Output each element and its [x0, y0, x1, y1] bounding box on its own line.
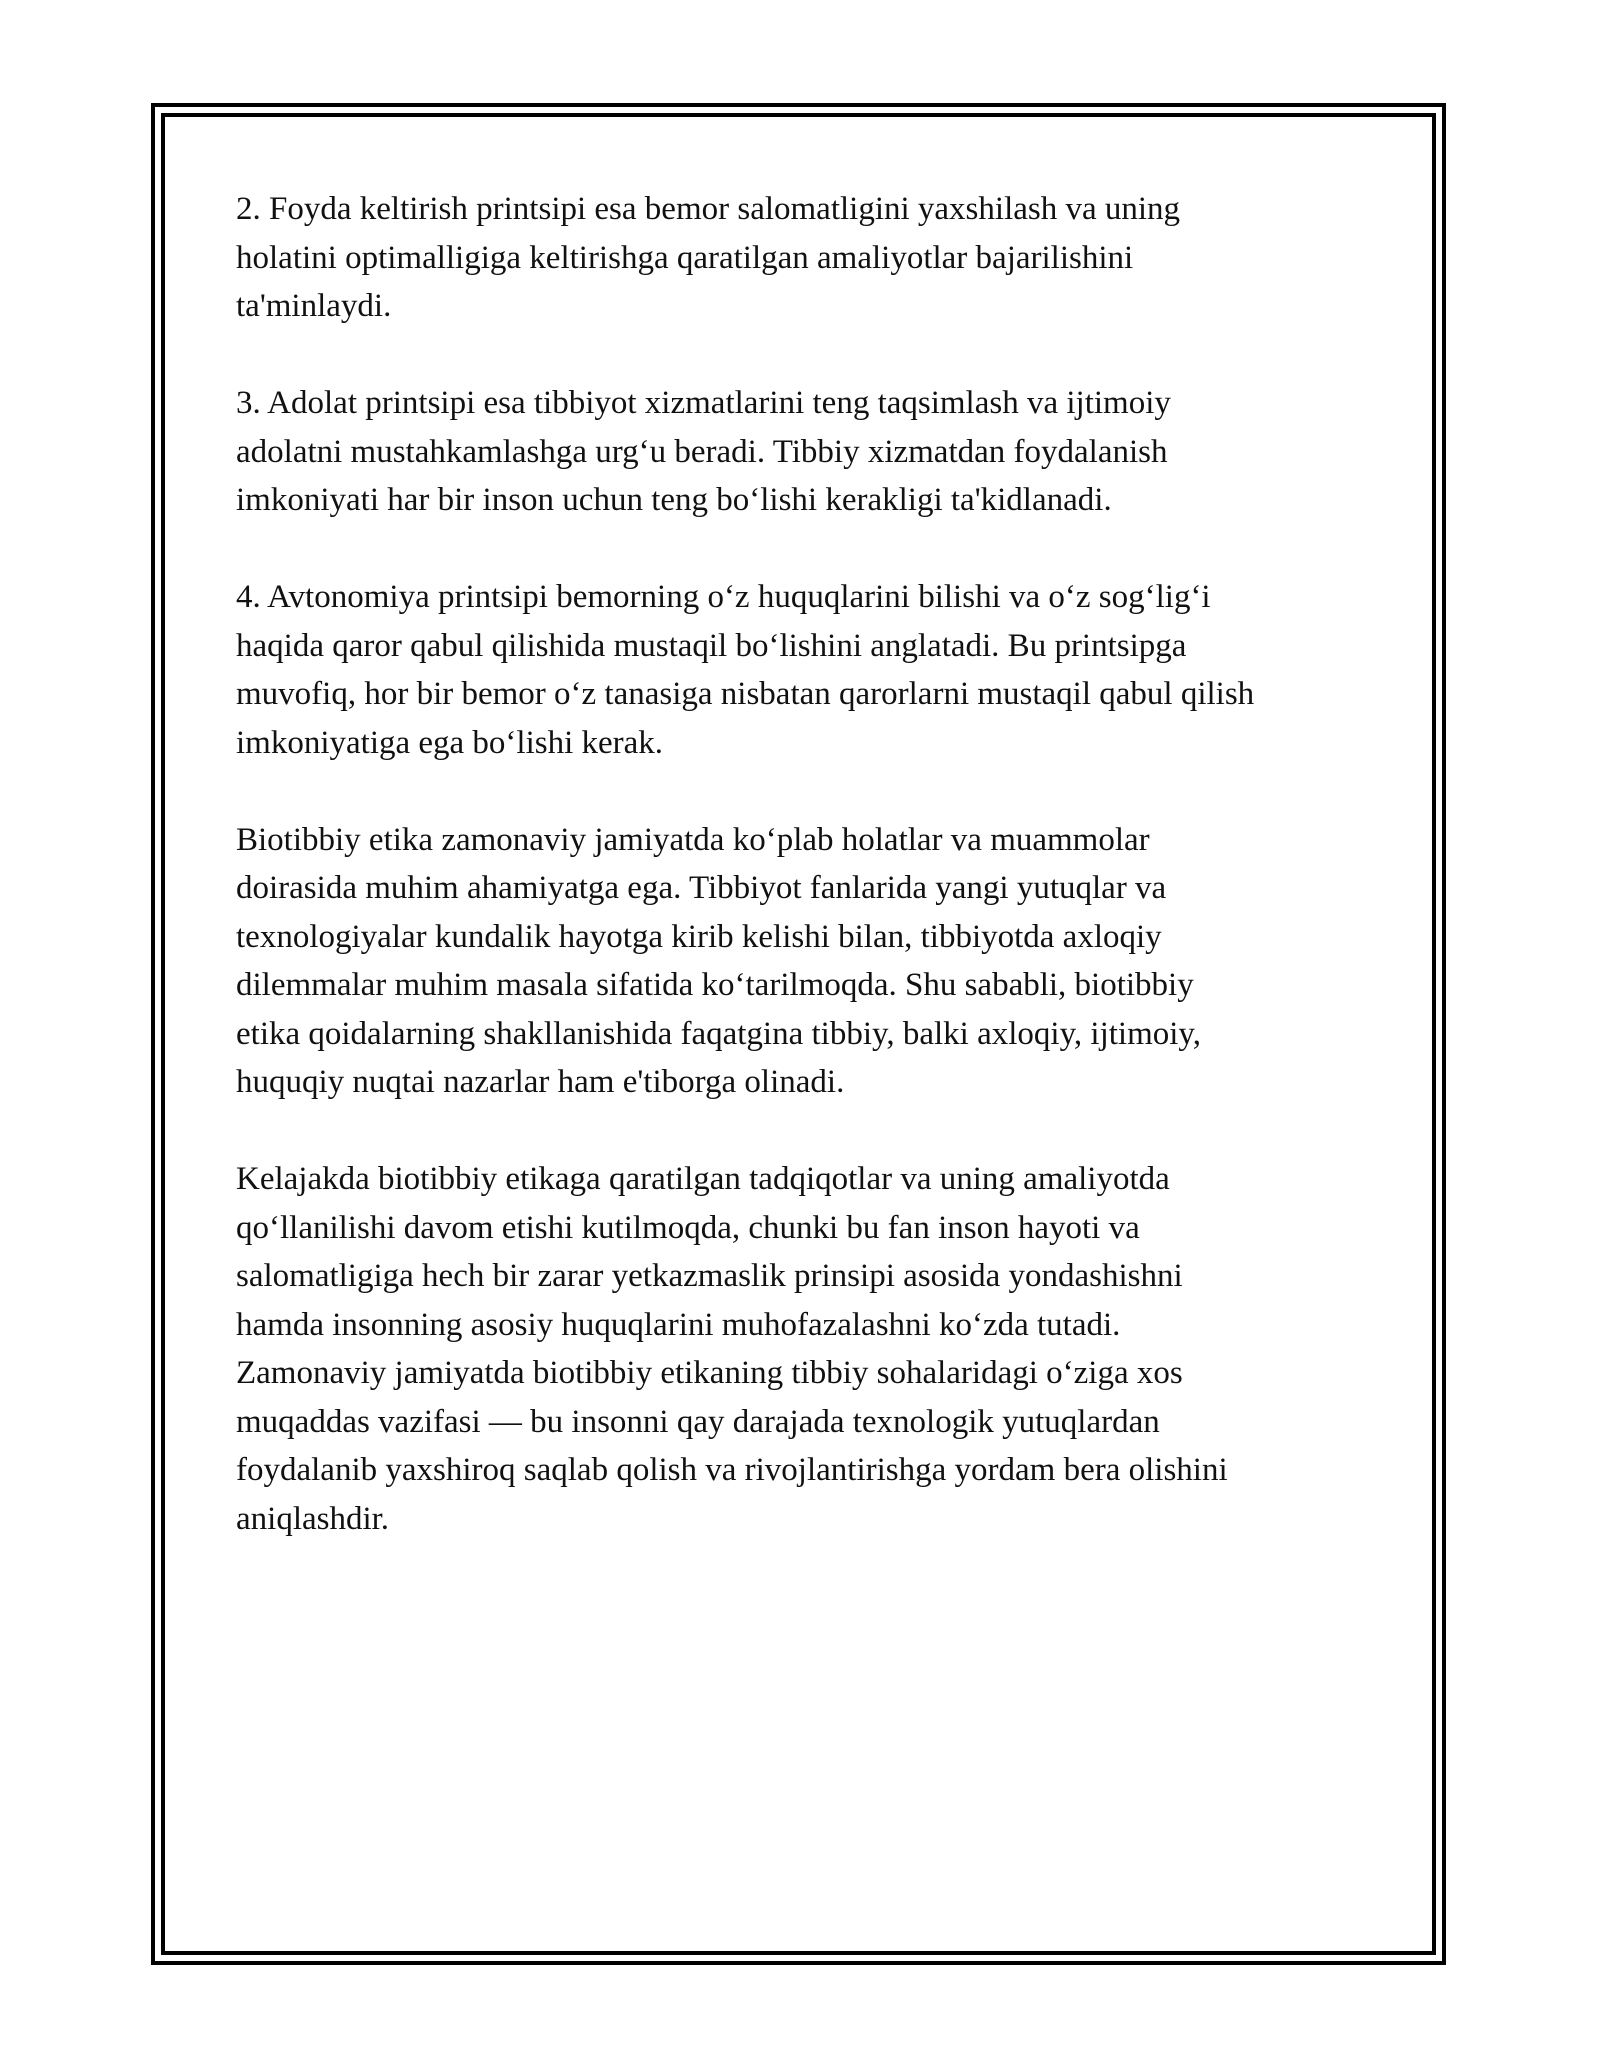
- paragraph-bioethics-importance: Biotibbiy etika zamonaviy jamiyatda ko‘plab holatlar va muammolar doirasida muhim ahamiyatga ega. Tibbiyot fanlarida yangi yutuqlar va texnologiyalar kundalik hayotga kirib kelishi bilan, tibbiyotda axloqiy dilemmalar muhim masala sifatida ko‘tarilmoqda. Shu sababli, biotibbiy etika qoidalarning shakllanishida faqatgina tibbiy, balki axloqiy, ijtimoiy, huquqiy nuqtai nazarlar ham e'tiborga olinadi.: [236, 821, 1202, 1100]
- paragraph-principle-3: 3. Adolat printsipi esa tibbiyot xizmatlarini teng taqsimlash va ijtimoiy adolatni mustahkamlashga urg‘u beradi. Tibbiy xizmatdan foydalanish imkoniyati har bir inson uchun teng bo‘lishi kerakligi ta'kidlanadi.: [236, 385, 1171, 518]
- paragraph-principle-2: 2. Foyda keltirish printsipi esa bemor salomatligini yaxshilash va uning holatini optimalligiga keltirishga qaratilgan amaliyotlar bajarilishini ta'minlaydi.: [236, 191, 1181, 324]
- document-body: [236, 185, 1376, 1592]
- paragraph-principle-4: 4. Avtonomiya printsipi bemorning o‘z huquqlarini bilishi va o‘z sog‘lig‘i haqida qaror qabul qilishida mustaqil bo‘lishini anglatadi. Bu printsipga muvofiq, hor bir bemor o‘z tanasiga nisbatan qarorlarni mustaqil qabul qilish imkoniyatiga ega bo‘lishi kerak.: [236, 579, 1255, 761]
- paragraph-future-outlook: Kelajakda biotibbiy etikaga qaratilgan tadqiqotlar va uning amaliyotda qo‘llanilishi davom etishi kutilmoqda, chunki bu fan inson hayoti va salomatligiga hech bir zarar yetkazmaslik prinsipi asosida yondashishni hamda insonning asosiy huquqlarini muhofazalashni ko‘zda tutadi. Zamonaviy jamiyatda biotibbiy etikaning tibbiy sohalaridagi o‘ziga xos muqaddas vazifasi — bu insonni qay darajada texnologik yutuqlardan foydalanib yaxshiroq saqlab qolish va rivojlantirishga yordam bera olishini aniqlashdir.: [236, 1161, 1228, 1537]
